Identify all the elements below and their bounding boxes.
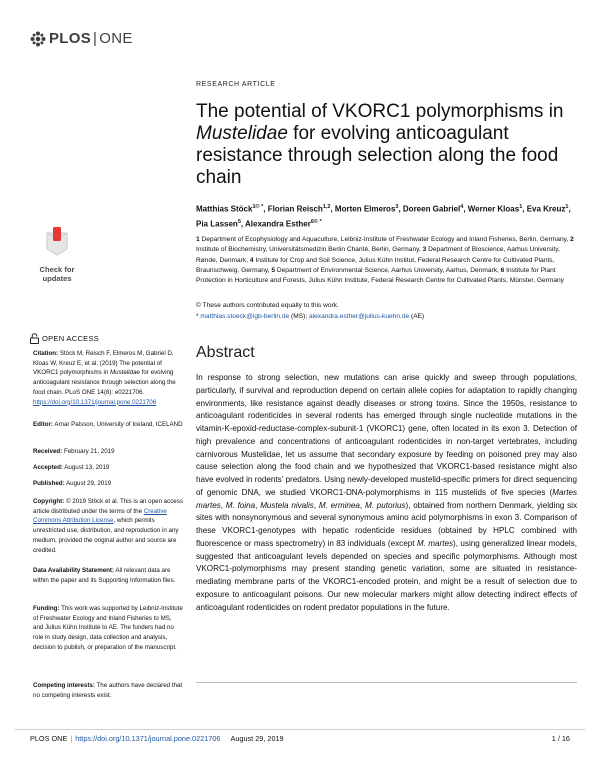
article-type: RESEARCH ARTICLE — [196, 81, 276, 88]
open-lock-icon — [30, 333, 39, 344]
page-number: 1 / 16 — [551, 734, 570, 743]
footer-doi-link[interactable]: https://doi.org/10.1371/journal.pone.0221706 — [75, 734, 221, 743]
citation-text2: for evolving anticoagulant resistance through selection along the food chain. PLoS ONE 14(8): e0221706. — [33, 369, 176, 396]
footer-divider — [15, 729, 585, 730]
email-link-stoeck[interactable]: matthias.stoeck@igb-berlin.de — [200, 312, 290, 320]
received-label: Received: — [33, 448, 63, 455]
page-footer — [30, 734, 570, 743]
affiliation-text: Institute for Plant Protection in Horticulture and Forests, Julius Kühn Institute, Federal Research Centre for Cultivated Plants, Münster, Germany — [196, 266, 564, 285]
email-tail: (AE) — [409, 312, 425, 320]
accepted-label: Accepted: — [33, 464, 63, 471]
check-updates-label[interactable] — [33, 265, 81, 283]
affiliation-text: Department of Ecophysiology and Aquaculture, Leibniz-Institute of Freshwater Ecology and Inland Fisheries, Berlin, Germany, — [201, 236, 571, 243]
data-availability-text: All relevant data are within the paper and its Supporting Information files. — [33, 567, 176, 584]
affiliation-text: Department of Bioscience, Aarhus University, Rønde, Denmark, — [196, 246, 560, 264]
accepted-date: August 13, 2019 — [62, 464, 110, 471]
citation-block — [33, 349, 183, 407]
check-updates-icon — [33, 227, 81, 263]
data-availability-label: Data Availability Statement: — [33, 567, 115, 574]
equal-contribution-note: © These authors contributed equally to this work. — [196, 302, 339, 309]
affiliation-number: 5 — [271, 266, 277, 274]
email-link-esther[interactable]: alexandra.esther@julius-kuehn.de — [309, 312, 410, 320]
affiliation-number: 4 — [249, 256, 256, 264]
affiliation-text: Institute for Crop and Soil Science, Julius Kühn Institut, Federal Research Centre for Cultivated Plants, Braunschweig, Germany, — [196, 256, 555, 274]
journal-logo[interactable] — [30, 30, 133, 47]
abstract-divider — [196, 682, 577, 683]
title-part2: for evolving anticoagulant resistance through selection along the food chain — [196, 123, 559, 188]
abstract-body: In response to strong selection, new mutations can arise quickly and sweep through populations, particularly, if survival and reproduction depend on certain allele copies for adaptation to rapidly changing environments, like resistance against deadly diseases or strong toxins. Since the 1950s, resistance to anticoagulant rodenticides in several rodents has emerged through single nucleotide mutations in the vitamin-K-epoxid-reductase-complex-subunit-1 (VKORC1) gene, often located in its exon 3. Detection of high prevalence and concentrations of anticoagulant rodenticides in non-target vertebrates, including carnivorous Mustelidae, let us assume that secondary exposure by feeding on poisoned prey may also cause selection along the food chain and we hypothesized that VKORC1-based resistance might also have evolved in rodents’ predators. Using newly-developed mustelid-specific primers for direct sequencing of genomic DNA, we studied VKORC1-DNA-polymorphisms in 115 mustelids of five species (Martes martes, M. foina, Mustela nivalis, M. erminea, M. putorius), obtained from northern Denmark, yielding six sites with nonsynonymous and several synonymous amino acid polymorphisms in exon 3. Comparison of these VKORC1-genotypes with hepatic rodenticide residues (obtained by HPLC combined with fluorescence or mass spectrometry) in 83 individuals (except M. martes), using generalized linear models, suggested that anticoagulant levels depended on species and specific polymorphisms. Although most VKORC1-polymorphisms may present standing genetic variation, some are situated in resistance-mediating membrane parts of the VKORC1-encoded protein, and might be a result of selection due to exposure to anticoagulant poisons. Our new molecular markers might allow detecting indirect effects of anticoagulant rodenticides on rodent predator populations in the future. — [196, 373, 578, 612]
affiliation-number: 1 — [196, 236, 202, 243]
competing-interests-block — [33, 681, 183, 700]
affiliation-number: 3 — [422, 246, 429, 254]
open-access-text: OPEN ACCESS — [42, 334, 100, 343]
footer-date: August 29, 2019 — [230, 734, 284, 743]
copyright-block — [33, 497, 183, 555]
editor-block — [33, 420, 183, 430]
open-access-label — [30, 333, 99, 344]
copyright-label: Copyright: — [33, 498, 65, 505]
contribution-notes — [196, 301, 576, 322]
affiliation-text: Department of Environmental Science, Aarhus University, Aarhus, Denmark, — [276, 266, 501, 274]
citation-label: Citation: — [33, 350, 59, 357]
affiliation-text: Institute of Biochemistry, Universitätsmedizin Berlin Charité, Berlin, Germany, — [196, 246, 423, 254]
citation-doi-link[interactable]: https://doi.org/10.1371/journal.pone.0221706 — [33, 398, 157, 406]
plos-flower-icon — [30, 31, 46, 47]
logo-plos-text: PLOS — [49, 30, 92, 47]
article-title — [196, 101, 576, 189]
copyright-text1: © 2019 Stöck et al. This is an open access article distributed under the terms of the — [33, 498, 183, 515]
editor-label: Editor: — [33, 421, 53, 428]
funding-block — [33, 604, 183, 653]
copyright-text2: , which permits unrestricted use, distribution, and reproduction in any medium, provided the original author and source are credited. — [33, 517, 179, 554]
email-star: * — [196, 312, 199, 320]
affiliations — [196, 235, 576, 286]
funding-label: Funding: — [33, 605, 60, 612]
title-part1: The potential of VKORC1 polymorphisms in — [196, 101, 564, 122]
logo-separator: | — [93, 30, 98, 47]
accepted-block — [33, 463, 183, 473]
cc-license-link[interactable]: Creative Commons Attribution License — [33, 507, 167, 525]
published-block — [33, 479, 183, 489]
editor-text: Arnar Palsson, University of Iceland, ICELAND — [52, 421, 183, 428]
logo-one-text: ONE — [99, 30, 133, 47]
funding-text: This work was supported by Leibniz-Institute of Freshwater Ecology and Inland Fisheries to MS, and Julius Kühn Institute to AE. The funders had no role in study design, data collection and analysis, decision to publish, or preparation of the manuscript. — [33, 605, 183, 651]
author-list[interactable]: Matthias Stöck$^{1© *}$, Florian Reisch$^{1,2}$, Morten Elmeros$^3$, Doreen Gabriel$^4$, Werner Kloas$^1$, Eva Kreuz$^1$, Pia Lassen$^5$, Alexandra Esther$^{6© *}$ — [196, 204, 571, 229]
competing-interests-text: The authors have declared that no competing interests exist. — [33, 682, 183, 699]
footer-journal: PLOS ONE — [30, 734, 68, 743]
citation-text: Stöck M, Reisch F, Elmeros M, Gabriel D, Kloas W, Kreuz E, et al. (2019) The potential of VKORC1 polymorphisms in — [33, 350, 174, 377]
abstract-heading: Abstract — [196, 344, 255, 361]
published-label: Published: — [33, 480, 65, 487]
received-block — [33, 447, 183, 457]
email-mid: (MS); — [289, 312, 309, 320]
affiliation-number: 6 — [500, 266, 507, 274]
published-date: August 29, 2019 — [64, 480, 112, 487]
check-updates-line2: updates — [42, 274, 72, 283]
data-availability-block — [33, 566, 183, 585]
affiliation-number: 2 — [570, 236, 574, 243]
title-italic: Mustelidae — [196, 123, 288, 144]
citation-italic: Mustelidae — [110, 369, 140, 377]
received-date: February 21, 2019 — [62, 448, 115, 455]
footer-sep-1: | — [70, 734, 73, 743]
corresponding-emails — [196, 312, 576, 323]
check-updates-line1: Check for — [39, 265, 75, 274]
competing-interests-label: Competing interests: — [33, 682, 95, 689]
